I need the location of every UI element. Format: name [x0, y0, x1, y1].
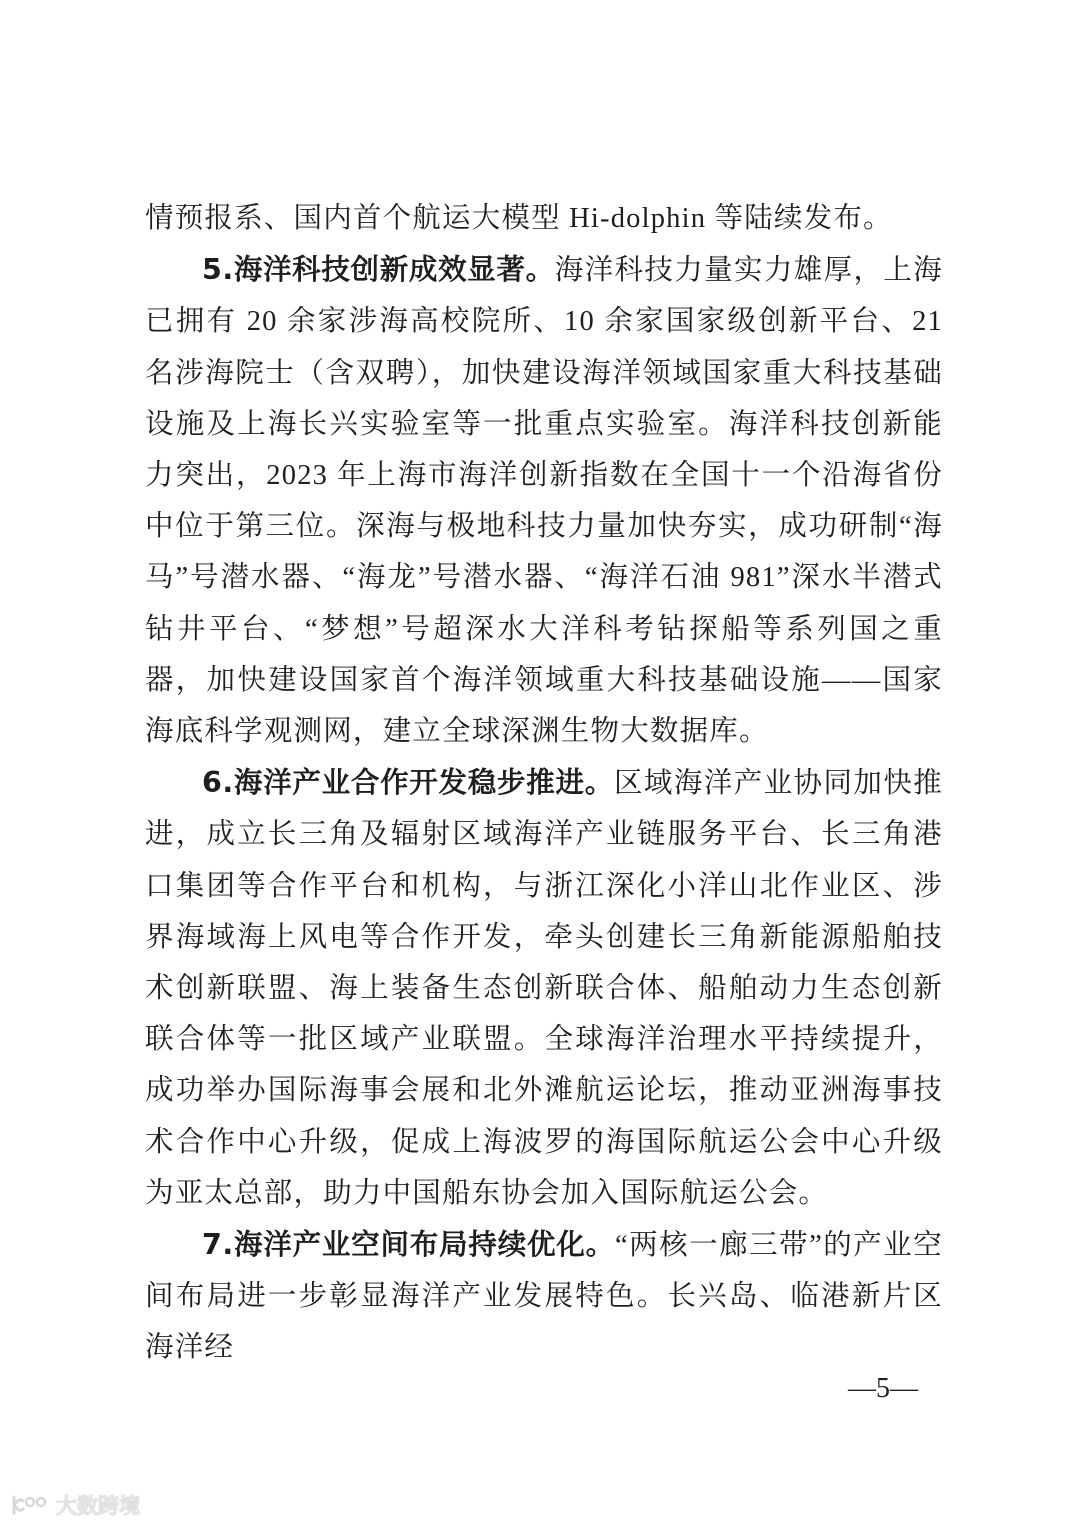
paragraph-text: 海洋科技力量实力雄厚，上海已拥有 20 余家涉海高校院所、10 余家国家级创新平台、21 名涉海院士（含双聘），加快建设海洋领域国家重大科技基础设施及上海长兴实验室等一批重点实验室。海洋科技创新能力突出，2023 年上海市海洋创新指数在全国十一个沿海省份中位于第三位。深海与极地科技力量加快夯实，成功研制“海马”号潜水器、“海龙”号潜水器、“海洋石油 981”深水半潜式钻井平台、“梦想”号超深水大洋科考钻探船等系列国之重器，加快建设国家首个海洋领域重大科技基础设施——国家海底科学观测网，建立全球深渊生物大数据库。: [145, 255, 943, 748]
paragraph-continuation: [145, 193, 943, 244]
paragraph-text: 情预报系、国内首个航运大模型 Hi-dolphin 等陆续发布。: [145, 203, 893, 234]
watermark-text: 大数跨境: [56, 1494, 140, 1518]
watermark: [10, 1490, 140, 1520]
kuajing-logo-icon: [10, 1493, 50, 1517]
paragraph-section-6: [145, 757, 943, 1219]
page-number: —5—: [848, 1373, 918, 1404]
paragraph-text: 区域海洋产业协同加快推进，成立长三角及辐射区域海洋产业链服务平台、长三角港口集团等合作平台和机构，与浙江深化小洋山北作业区、涉界海域海上风电等合作开发，牵头创建长三角新能源船舶技术创新联盟、海上装备生态创新联合体、船舶动力生态创新联合体等一批区域产业联盟。全球海洋治理水平持续提升，成功举办国际海事会展和北外滩航运论坛，推动亚洲海事技术合作中心升级，促成上海波罗的海国际航运公会中心升级为亚太总部，助力中国船东协会加入国际航运公会。: [145, 768, 943, 1209]
paragraph-text: “两核一廊三带”的产业空间布局进一步彰显海洋产业发展特色。长兴岛、临港新片区海洋经: [145, 1230, 943, 1364]
section-7-heading: 7.海洋产业空间布局持续优化。: [202, 1228, 615, 1262]
document-page: [145, 193, 943, 1374]
paragraph-section-7: [145, 1219, 943, 1374]
paragraph-section-5: [145, 244, 943, 757]
section-6-heading: 6.海洋产业合作开发稳步推进。: [202, 766, 614, 800]
section-5-heading: 5.海洋科技创新成效显著。: [202, 253, 555, 287]
